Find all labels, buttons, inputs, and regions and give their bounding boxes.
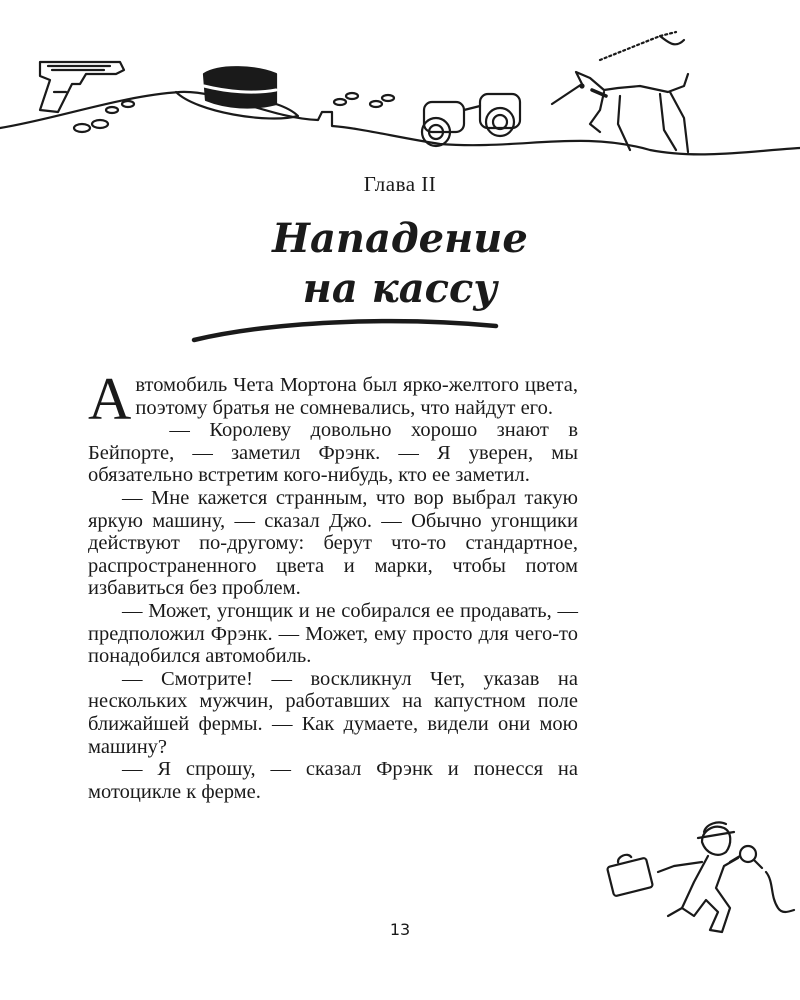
drop-cap: А	[88, 366, 132, 432]
magnifier-icon	[740, 846, 762, 868]
dog-icon	[552, 32, 688, 152]
running-man-icon	[598, 812, 798, 937]
body-paragraph: — Мне кажется странным, что вор выбрал такую яркую машину, — сказал Джо. — Обычно угонщики действуют по-другому: берут что-то стандартное, распространенного цвета и марки, чтобы потом избавиться без проблем.	[88, 486, 578, 600]
briefcase-icon	[607, 854, 653, 897]
body-paragraph: — Я спрошу, — сказал Фрэнк и понесся на мотоцикле к ферме.	[88, 758, 578, 803]
lead-paragraph	[88, 366, 578, 432]
page-number: 13	[389, 920, 411, 939]
chapter-body	[88, 366, 578, 803]
header-illustration	[0, 0, 800, 175]
pistol-icon	[40, 62, 124, 112]
header-line	[0, 92, 800, 154]
binoculars-icon	[422, 94, 520, 146]
lead-paragraph-text: втомобиль Чета Мортона был ярко-желтого цвета, поэтому братья не сомневались, что найдут его.	[135, 374, 578, 419]
body-paragraph: — Может, угонщик и не собирался ее продавать, — предположил Фрэнк. — Может, ему просто для чего-то понадобился автомобиль.	[88, 599, 578, 668]
chapter-title-line2: на кассу	[302, 265, 498, 312]
chapter-label: Глава II	[363, 172, 437, 196]
body-paragraph: — Королеву довольно хорошо знают в Бейпорте, — заметил Фрэнк. — Я уверен, мы обязательно встретим кого-нибудь, кто ее заметил.	[88, 419, 578, 487]
body-paragraph: — Смотрите! — воскликнул Чет, указав на нескольких мужчин, работавших на капустном поле ближайшей фермы. — Как думаете, видели они мою машину?	[88, 667, 578, 758]
title-underline	[190, 312, 500, 352]
chapter-title	[0, 214, 800, 314]
chapter-title-line1: Нападение	[272, 215, 528, 262]
